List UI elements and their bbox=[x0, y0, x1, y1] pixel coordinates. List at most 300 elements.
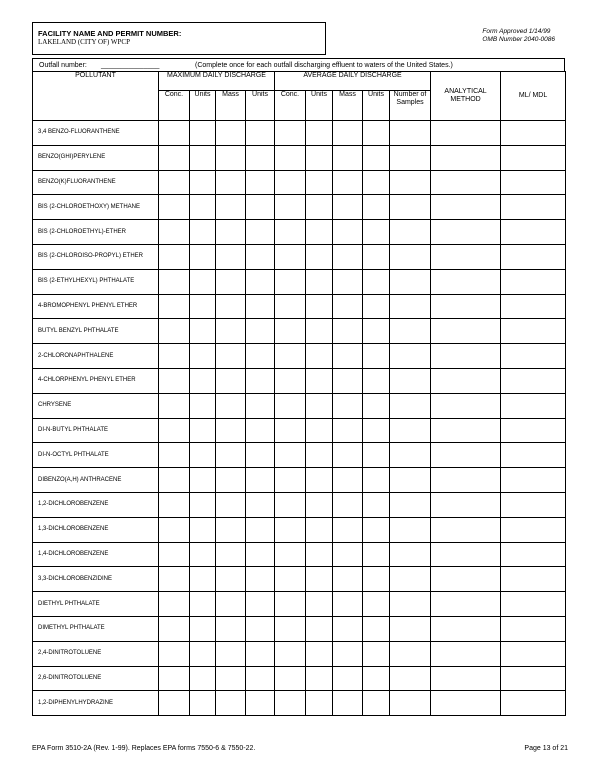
max-units-cell[interactable] bbox=[190, 641, 216, 666]
analytical-method-cell[interactable] bbox=[431, 145, 501, 170]
avg-mass-units-cell[interactable] bbox=[363, 592, 390, 617]
avg-mass-cell[interactable] bbox=[333, 294, 363, 319]
avg-units-cell[interactable] bbox=[306, 319, 333, 344]
avg-mass-units-cell[interactable] bbox=[363, 121, 390, 146]
ml-mdl-cell[interactable] bbox=[501, 269, 566, 294]
ml-mdl-cell[interactable] bbox=[501, 393, 566, 418]
avg-mass-units-cell[interactable] bbox=[363, 468, 390, 493]
max-mass-cell[interactable] bbox=[216, 542, 246, 567]
max-mass-cell[interactable] bbox=[216, 269, 246, 294]
max-units-cell[interactable] bbox=[190, 492, 216, 517]
pollutant-name: DIMETHYL PHTHALATE bbox=[33, 616, 159, 641]
avg-conc-cell[interactable] bbox=[275, 443, 306, 468]
max-conc-cell[interactable] bbox=[159, 641, 190, 666]
analytical-method-cell[interactable] bbox=[431, 666, 501, 691]
avg-mass-cell[interactable] bbox=[333, 145, 363, 170]
table-row bbox=[33, 443, 566, 468]
max-mass-units-cell[interactable] bbox=[246, 294, 275, 319]
avg-units-cell[interactable] bbox=[306, 220, 333, 245]
max-conc-cell[interactable] bbox=[159, 517, 190, 542]
ml-mdl-cell[interactable] bbox=[501, 616, 566, 641]
max-mass-units-cell[interactable] bbox=[246, 468, 275, 493]
avg-units-cell[interactable] bbox=[306, 616, 333, 641]
max-conc-cell[interactable] bbox=[159, 170, 190, 195]
max-mass-units-cell[interactable] bbox=[246, 145, 275, 170]
number-of-samples-cell[interactable] bbox=[390, 616, 431, 641]
max-conc-cell[interactable] bbox=[159, 220, 190, 245]
pollutant-name: 1,4-DICHLOROBENZENE bbox=[33, 542, 159, 567]
max-units-cell[interactable] bbox=[190, 294, 216, 319]
col-avg-mass-units: Units bbox=[363, 91, 390, 121]
ml-mdl-cell[interactable] bbox=[501, 418, 566, 443]
max-mass-cell[interactable] bbox=[216, 641, 246, 666]
outfall-row bbox=[32, 58, 565, 72]
ml-mdl-cell[interactable] bbox=[501, 319, 566, 344]
table-row bbox=[33, 592, 566, 617]
avg-mass-cell[interactable] bbox=[333, 641, 363, 666]
max-conc-cell[interactable] bbox=[159, 319, 190, 344]
avg-conc-cell[interactable] bbox=[275, 319, 306, 344]
pollutant-name: BENZO(K)FLUORANTHENE bbox=[33, 170, 159, 195]
max-conc-cell[interactable] bbox=[159, 542, 190, 567]
ml-mdl-cell[interactable] bbox=[501, 517, 566, 542]
max-mass-units-cell[interactable] bbox=[246, 542, 275, 567]
avg-units-cell[interactable] bbox=[306, 294, 333, 319]
number-of-samples-cell[interactable] bbox=[390, 220, 431, 245]
max-mass-cell[interactable] bbox=[216, 468, 246, 493]
avg-mass-cell[interactable] bbox=[333, 517, 363, 542]
number-of-samples-cell[interactable] bbox=[390, 492, 431, 517]
analytical-method-cell[interactable] bbox=[431, 592, 501, 617]
pollutant-name: 2-CHLORONAPHTHALENE bbox=[33, 344, 159, 369]
max-mass-cell[interactable] bbox=[216, 418, 246, 443]
analytical-method-cell[interactable] bbox=[431, 220, 501, 245]
analytical-method-cell[interactable] bbox=[431, 368, 501, 393]
avg-mass-cell[interactable] bbox=[333, 468, 363, 493]
analytical-method-cell[interactable] bbox=[431, 418, 501, 443]
analytical-method-cell[interactable] bbox=[431, 170, 501, 195]
avg-conc-cell[interactable] bbox=[275, 244, 306, 269]
max-conc-cell[interactable] bbox=[159, 344, 190, 369]
max-units-cell[interactable] bbox=[190, 170, 216, 195]
avg-conc-cell[interactable] bbox=[275, 666, 306, 691]
number-of-samples-cell[interactable] bbox=[390, 294, 431, 319]
number-of-samples-cell[interactable] bbox=[390, 393, 431, 418]
avg-conc-cell[interactable] bbox=[275, 294, 306, 319]
avg-mass-units-cell[interactable] bbox=[363, 443, 390, 468]
ml-mdl-cell[interactable] bbox=[501, 592, 566, 617]
avg-mass-cell[interactable] bbox=[333, 244, 363, 269]
number-of-samples-cell[interactable] bbox=[390, 542, 431, 567]
facility-value[interactable]: LAKELAND (CITY OF) WPCP bbox=[38, 38, 130, 46]
analytical-method-cell[interactable] bbox=[431, 443, 501, 468]
max-mass-units-cell[interactable] bbox=[246, 393, 275, 418]
max-mass-cell[interactable] bbox=[216, 319, 246, 344]
avg-mass-units-cell[interactable] bbox=[363, 418, 390, 443]
max-mass-cell[interactable] bbox=[216, 220, 246, 245]
max-conc-cell[interactable] bbox=[159, 567, 190, 592]
max-mass-cell[interactable] bbox=[216, 244, 246, 269]
col-ml-mdl: ML/ MDL bbox=[501, 72, 566, 121]
max-mass-cell[interactable] bbox=[216, 145, 246, 170]
table-row bbox=[33, 393, 566, 418]
analytical-method-cell[interactable] bbox=[431, 641, 501, 666]
number-of-samples-cell[interactable] bbox=[390, 195, 431, 220]
max-conc-cell[interactable] bbox=[159, 195, 190, 220]
ml-mdl-cell[interactable] bbox=[501, 443, 566, 468]
avg-mass-units-cell[interactable] bbox=[363, 220, 390, 245]
avg-units-cell[interactable] bbox=[306, 492, 333, 517]
number-of-samples-cell[interactable] bbox=[390, 443, 431, 468]
number-of-samples-cell[interactable] bbox=[390, 418, 431, 443]
avg-units-cell[interactable] bbox=[306, 195, 333, 220]
avg-conc-cell[interactable] bbox=[275, 145, 306, 170]
avg-conc-cell[interactable] bbox=[275, 393, 306, 418]
avg-mass-units-cell[interactable] bbox=[363, 368, 390, 393]
avg-conc-cell[interactable] bbox=[275, 170, 306, 195]
outfall-number-field[interactable]: _______________ bbox=[101, 62, 160, 69]
max-units-cell[interactable] bbox=[190, 393, 216, 418]
avg-mass-cell[interactable] bbox=[333, 691, 363, 716]
number-of-samples-cell[interactable] bbox=[390, 592, 431, 617]
number-of-samples-cell[interactable] bbox=[390, 468, 431, 493]
number-of-samples-cell[interactable] bbox=[390, 244, 431, 269]
max-mass-cell[interactable] bbox=[216, 195, 246, 220]
avg-mass-cell[interactable] bbox=[333, 393, 363, 418]
max-mass-units-cell[interactable] bbox=[246, 269, 275, 294]
avg-mass-cell[interactable] bbox=[333, 269, 363, 294]
avg-units-cell[interactable] bbox=[306, 393, 333, 418]
avg-conc-cell[interactable] bbox=[275, 542, 306, 567]
avg-units-cell[interactable] bbox=[306, 443, 333, 468]
avg-mass-units-cell[interactable] bbox=[363, 641, 390, 666]
max-units-cell[interactable] bbox=[190, 269, 216, 294]
ml-mdl-cell[interactable] bbox=[501, 145, 566, 170]
avg-mass-cell[interactable] bbox=[333, 368, 363, 393]
max-conc-cell[interactable] bbox=[159, 145, 190, 170]
avg-conc-cell[interactable] bbox=[275, 616, 306, 641]
outfall-instruction: (Complete once for each outfall discharging effluent to waters of the United States.) bbox=[195, 62, 453, 69]
avg-mass-cell[interactable] bbox=[333, 567, 363, 592]
max-units-cell[interactable] bbox=[190, 344, 216, 369]
ml-mdl-cell[interactable] bbox=[501, 492, 566, 517]
max-mass-units-cell[interactable] bbox=[246, 121, 275, 146]
avg-units-cell[interactable] bbox=[306, 567, 333, 592]
max-conc-cell[interactable] bbox=[159, 121, 190, 146]
max-conc-cell[interactable] bbox=[159, 468, 190, 493]
number-of-samples-cell[interactable] bbox=[390, 691, 431, 716]
max-units-cell[interactable] bbox=[190, 666, 216, 691]
table-row bbox=[33, 319, 566, 344]
avg-units-cell[interactable] bbox=[306, 170, 333, 195]
max-conc-cell[interactable] bbox=[159, 616, 190, 641]
avg-conc-cell[interactable] bbox=[275, 418, 306, 443]
max-mass-units-cell[interactable] bbox=[246, 418, 275, 443]
number-of-samples-cell[interactable] bbox=[390, 517, 431, 542]
pollutant-name: 1,3-DICHLOROBENZENE bbox=[33, 517, 159, 542]
avg-conc-cell[interactable] bbox=[275, 567, 306, 592]
outfall-label: Outfall number: bbox=[39, 62, 87, 69]
avg-conc-cell[interactable] bbox=[275, 517, 306, 542]
table-row bbox=[33, 492, 566, 517]
pollutant-name: BIS (2-CHLOROISO-PROPYL) ETHER bbox=[33, 244, 159, 269]
analytical-method-cell[interactable] bbox=[431, 344, 501, 369]
avg-mass-units-cell[interactable] bbox=[363, 616, 390, 641]
analytical-method-cell[interactable] bbox=[431, 195, 501, 220]
max-mass-cell[interactable] bbox=[216, 294, 246, 319]
avg-mass-units-cell[interactable] bbox=[363, 691, 390, 716]
analytical-method-cell[interactable] bbox=[431, 319, 501, 344]
analytical-method-cell[interactable] bbox=[431, 517, 501, 542]
avg-units-cell[interactable] bbox=[306, 542, 333, 567]
col-max-mass: Mass bbox=[216, 91, 246, 121]
avg-conc-cell[interactable] bbox=[275, 195, 306, 220]
avg-mass-units-cell[interactable] bbox=[363, 319, 390, 344]
col-max-units: Units bbox=[190, 91, 216, 121]
analytical-method-cell[interactable] bbox=[431, 269, 501, 294]
analytical-method-cell[interactable] bbox=[431, 244, 501, 269]
avg-conc-cell[interactable] bbox=[275, 691, 306, 716]
pollutant-name: BUTYL BENZYL PHTHALATE bbox=[33, 319, 159, 344]
avg-mass-cell[interactable] bbox=[333, 592, 363, 617]
ml-mdl-cell[interactable] bbox=[501, 691, 566, 716]
max-conc-cell[interactable] bbox=[159, 269, 190, 294]
max-units-cell[interactable] bbox=[190, 616, 216, 641]
max-mass-cell[interactable] bbox=[216, 121, 246, 146]
max-units-cell[interactable] bbox=[190, 443, 216, 468]
max-units-cell[interactable] bbox=[190, 121, 216, 146]
avg-units-cell[interactable] bbox=[306, 641, 333, 666]
facility-header-box bbox=[32, 22, 326, 55]
avg-conc-cell[interactable] bbox=[275, 344, 306, 369]
col-pollutant: POLLUTANT bbox=[33, 72, 159, 121]
max-units-cell[interactable] bbox=[190, 195, 216, 220]
max-mass-cell[interactable] bbox=[216, 592, 246, 617]
ml-mdl-cell[interactable] bbox=[501, 244, 566, 269]
number-of-samples-cell[interactable] bbox=[390, 666, 431, 691]
ml-mdl-cell[interactable] bbox=[501, 294, 566, 319]
avg-conc-cell[interactable] bbox=[275, 220, 306, 245]
avg-units-cell[interactable] bbox=[306, 418, 333, 443]
pollutant-name: 4-CHLORPHENYL PHENYL ETHER bbox=[33, 368, 159, 393]
analytical-method-cell[interactable] bbox=[431, 567, 501, 592]
max-mass-units-cell[interactable] bbox=[246, 616, 275, 641]
max-mass-cell[interactable] bbox=[216, 492, 246, 517]
analytical-method-cell[interactable] bbox=[431, 121, 501, 146]
max-conc-cell[interactable] bbox=[159, 393, 190, 418]
avg-mass-cell[interactable] bbox=[333, 542, 363, 567]
avg-mass-units-cell[interactable] bbox=[363, 170, 390, 195]
avg-mass-units-cell[interactable] bbox=[363, 666, 390, 691]
avg-units-cell[interactable] bbox=[306, 344, 333, 369]
avg-mass-units-cell[interactable] bbox=[363, 145, 390, 170]
max-mass-cell[interactable] bbox=[216, 170, 246, 195]
avg-units-cell[interactable] bbox=[306, 691, 333, 716]
avg-mass-units-cell[interactable] bbox=[363, 294, 390, 319]
max-mass-units-cell[interactable] bbox=[246, 195, 275, 220]
max-mass-cell[interactable] bbox=[216, 344, 246, 369]
max-mass-units-cell[interactable] bbox=[246, 592, 275, 617]
max-conc-cell[interactable] bbox=[159, 244, 190, 269]
avg-conc-cell[interactable] bbox=[275, 269, 306, 294]
ml-mdl-cell[interactable] bbox=[501, 344, 566, 369]
max-mass-units-cell[interactable] bbox=[246, 244, 275, 269]
avg-mass-units-cell[interactable] bbox=[363, 344, 390, 369]
max-units-cell[interactable] bbox=[190, 517, 216, 542]
max-mass-units-cell[interactable] bbox=[246, 170, 275, 195]
ml-mdl-cell[interactable] bbox=[501, 542, 566, 567]
avg-units-cell[interactable] bbox=[306, 666, 333, 691]
pollutant-name: DIETHYL PHTHALATE bbox=[33, 592, 159, 617]
avg-mass-cell[interactable] bbox=[333, 220, 363, 245]
analytical-method-cell[interactable] bbox=[431, 294, 501, 319]
avg-mass-cell[interactable] bbox=[333, 418, 363, 443]
avg-units-cell[interactable] bbox=[306, 468, 333, 493]
ml-mdl-cell[interactable] bbox=[501, 220, 566, 245]
max-mass-cell[interactable] bbox=[216, 616, 246, 641]
max-conc-cell[interactable] bbox=[159, 492, 190, 517]
max-conc-cell[interactable] bbox=[159, 592, 190, 617]
max-mass-units-cell[interactable] bbox=[246, 666, 275, 691]
avg-units-cell[interactable] bbox=[306, 269, 333, 294]
max-units-cell[interactable] bbox=[190, 567, 216, 592]
max-mass-cell[interactable] bbox=[216, 517, 246, 542]
avg-conc-cell[interactable] bbox=[275, 641, 306, 666]
avg-mass-units-cell[interactable] bbox=[363, 269, 390, 294]
max-conc-cell[interactable] bbox=[159, 294, 190, 319]
max-mass-units-cell[interactable] bbox=[246, 443, 275, 468]
avg-mass-cell[interactable] bbox=[333, 319, 363, 344]
max-mass-cell[interactable] bbox=[216, 368, 246, 393]
ml-mdl-cell[interactable] bbox=[501, 195, 566, 220]
analytical-method-cell[interactable] bbox=[431, 492, 501, 517]
analytical-method-cell[interactable] bbox=[431, 393, 501, 418]
max-conc-cell[interactable] bbox=[159, 666, 190, 691]
max-mass-units-cell[interactable] bbox=[246, 220, 275, 245]
number-of-samples-cell[interactable] bbox=[390, 170, 431, 195]
ml-mdl-cell[interactable] bbox=[501, 666, 566, 691]
table-row bbox=[33, 344, 566, 369]
max-units-cell[interactable] bbox=[190, 691, 216, 716]
max-units-cell[interactable] bbox=[190, 418, 216, 443]
number-of-samples-cell[interactable] bbox=[390, 319, 431, 344]
max-mass-units-cell[interactable] bbox=[246, 691, 275, 716]
max-units-cell[interactable] bbox=[190, 220, 216, 245]
pollutant-name: 4-BROMOPHENYL PHENYL ETHER bbox=[33, 294, 159, 319]
max-units-cell[interactable] bbox=[190, 319, 216, 344]
analytical-method-cell[interactable] bbox=[431, 616, 501, 641]
max-mass-units-cell[interactable] bbox=[246, 344, 275, 369]
col-analytical-method: ANALYTICAL METHOD bbox=[431, 72, 501, 121]
avg-units-cell[interactable] bbox=[306, 368, 333, 393]
max-mass-units-cell[interactable] bbox=[246, 319, 275, 344]
table-row bbox=[33, 145, 566, 170]
avg-mass-units-cell[interactable] bbox=[363, 517, 390, 542]
ml-mdl-cell[interactable] bbox=[501, 121, 566, 146]
avg-mass-cell[interactable] bbox=[333, 121, 363, 146]
max-mass-cell[interactable] bbox=[216, 666, 246, 691]
number-of-samples-cell[interactable] bbox=[390, 344, 431, 369]
number-of-samples-cell[interactable] bbox=[390, 368, 431, 393]
max-mass-units-cell[interactable] bbox=[246, 368, 275, 393]
number-of-samples-cell[interactable] bbox=[390, 641, 431, 666]
max-mass-units-cell[interactable] bbox=[246, 641, 275, 666]
avg-mass-cell[interactable] bbox=[333, 195, 363, 220]
avg-units-cell[interactable] bbox=[306, 517, 333, 542]
ml-mdl-cell[interactable] bbox=[501, 170, 566, 195]
avg-units-cell[interactable] bbox=[306, 145, 333, 170]
avg-units-cell[interactable] bbox=[306, 244, 333, 269]
max-conc-cell[interactable] bbox=[159, 443, 190, 468]
max-mass-units-cell[interactable] bbox=[246, 567, 275, 592]
ml-mdl-cell[interactable] bbox=[501, 641, 566, 666]
number-of-samples-cell[interactable] bbox=[390, 567, 431, 592]
max-units-cell[interactable] bbox=[190, 145, 216, 170]
max-mass-cell[interactable] bbox=[216, 691, 246, 716]
ml-mdl-cell[interactable] bbox=[501, 468, 566, 493]
avg-mass-cell[interactable] bbox=[333, 616, 363, 641]
pollutant-name: CHRYSENE bbox=[33, 393, 159, 418]
max-conc-cell[interactable] bbox=[159, 691, 190, 716]
avg-conc-cell[interactable] bbox=[275, 592, 306, 617]
ml-mdl-cell[interactable] bbox=[501, 567, 566, 592]
max-mass-units-cell[interactable] bbox=[246, 492, 275, 517]
max-conc-cell[interactable] bbox=[159, 368, 190, 393]
pollutant-name: 2,4-DINITROTOLUENE bbox=[33, 641, 159, 666]
avg-mass-units-cell[interactable] bbox=[363, 393, 390, 418]
avg-conc-cell[interactable] bbox=[275, 492, 306, 517]
max-units-cell[interactable] bbox=[190, 592, 216, 617]
max-conc-cell[interactable] bbox=[159, 418, 190, 443]
max-units-cell[interactable] bbox=[190, 468, 216, 493]
max-mass-cell[interactable] bbox=[216, 567, 246, 592]
avg-mass-units-cell[interactable] bbox=[363, 195, 390, 220]
max-units-cell[interactable] bbox=[190, 542, 216, 567]
analytical-method-cell[interactable] bbox=[431, 691, 501, 716]
avg-mass-units-cell[interactable] bbox=[363, 244, 390, 269]
number-of-samples-cell[interactable] bbox=[390, 145, 431, 170]
max-mass-cell[interactable] bbox=[216, 393, 246, 418]
footer-form-id: EPA Form 3510-2A (Rev. 1-99). Replaces EPA forms 7550-6 & 7550-22. bbox=[32, 745, 256, 752]
max-mass-units-cell[interactable] bbox=[246, 517, 275, 542]
max-mass-cell[interactable] bbox=[216, 443, 246, 468]
number-of-samples-cell[interactable] bbox=[390, 269, 431, 294]
analytical-method-cell[interactable] bbox=[431, 542, 501, 567]
avg-mass-units-cell[interactable] bbox=[363, 567, 390, 592]
avg-mass-cell[interactable] bbox=[333, 492, 363, 517]
avg-conc-cell[interactable] bbox=[275, 468, 306, 493]
ml-mdl-cell[interactable] bbox=[501, 368, 566, 393]
max-units-cell[interactable] bbox=[190, 244, 216, 269]
max-units-cell[interactable] bbox=[190, 368, 216, 393]
avg-mass-cell[interactable] bbox=[333, 443, 363, 468]
form-approved-date: Form Approved 1/14/99 bbox=[482, 28, 551, 35]
avg-conc-cell[interactable] bbox=[275, 368, 306, 393]
avg-conc-cell[interactable] bbox=[275, 121, 306, 146]
pollutant-name: DI-N-OCTYL PHTHALATE bbox=[33, 443, 159, 468]
number-of-samples-cell[interactable] bbox=[390, 121, 431, 146]
avg-mass-units-cell[interactable] bbox=[363, 492, 390, 517]
avg-units-cell[interactable] bbox=[306, 121, 333, 146]
avg-mass-cell[interactable] bbox=[333, 344, 363, 369]
table-row bbox=[33, 641, 566, 666]
col-avg-daily: AVERAGE DAILY DISCHARGE bbox=[275, 72, 431, 91]
avg-units-cell[interactable] bbox=[306, 592, 333, 617]
avg-mass-cell[interactable] bbox=[333, 170, 363, 195]
analytical-method-cell[interactable] bbox=[431, 468, 501, 493]
avg-mass-cell[interactable] bbox=[333, 666, 363, 691]
avg-mass-units-cell[interactable] bbox=[363, 542, 390, 567]
